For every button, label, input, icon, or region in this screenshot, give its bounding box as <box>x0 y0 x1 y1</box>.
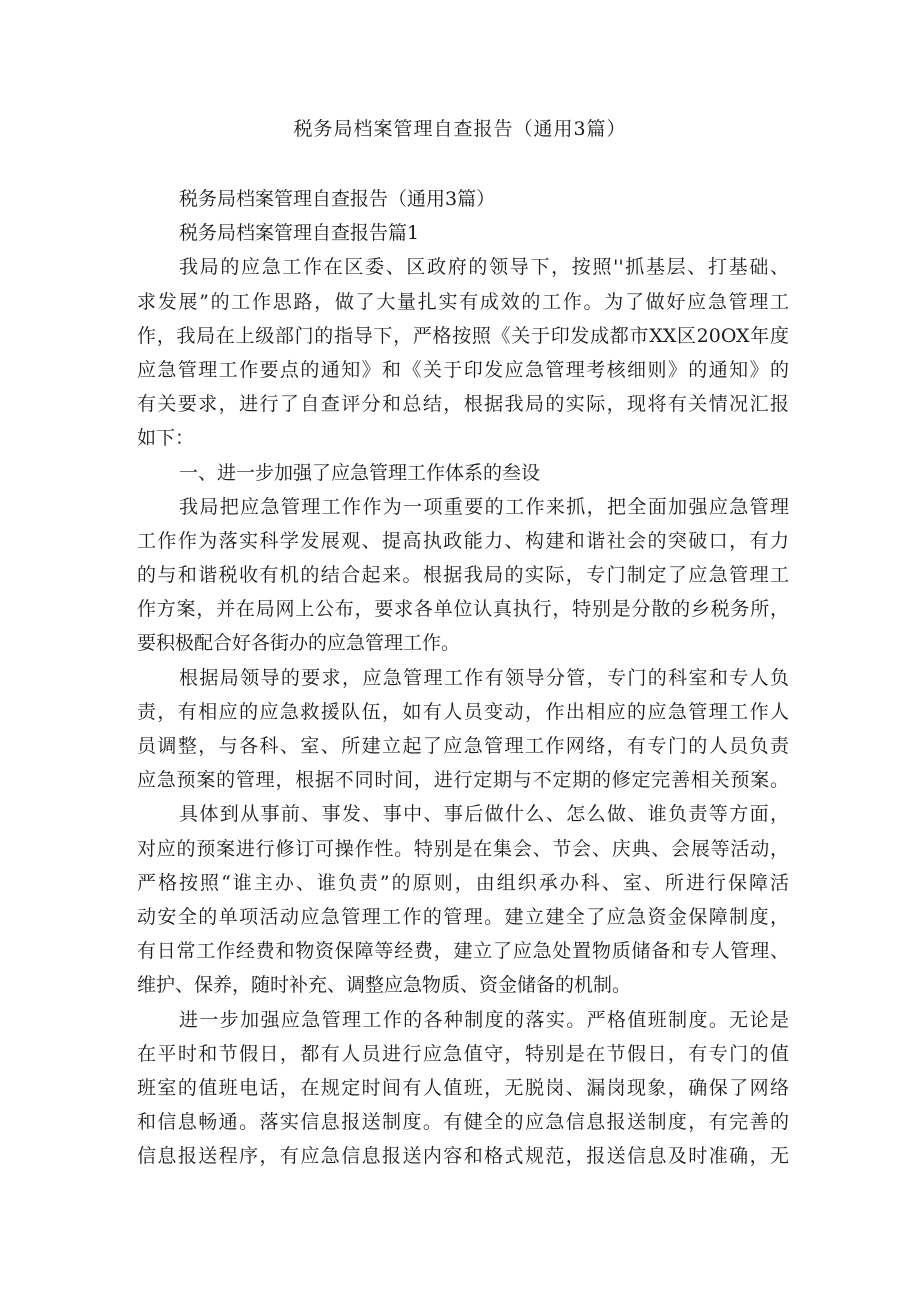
text-line: 维护、保养，随时补充、调整应急物质、资金储备的机制。 <box>137 974 632 997</box>
text-line: 信息报送程序，有应急信息报送内容和格式规范，报送信息及时准确，无 <box>137 1145 789 1168</box>
text-line: 具体到从事前、事发、事中、事后做什么、怎么做、谁负责等方面， <box>179 803 789 826</box>
text-line: 税务局档案管理自查报告篇1 <box>179 222 420 245</box>
text-line: 根据局领导的要求，应急管理工作有领导分管，专门的科室和专人负 <box>179 666 789 689</box>
text-line: 要积极配合好各街办的应急管理工作。 <box>137 632 461 655</box>
text-line: 税务局档案管理自查报告（通用3篇） <box>179 188 496 210</box>
text-line: 有关要求，进行了自查评分和总结，根据我局的实际，现将有关情况汇报 <box>137 393 789 416</box>
text-line: 应急预案的管理，根据不同时间，进行定期与不定期的修定完善相关预案。 <box>137 769 789 792</box>
text-line: 在平时和节假日，都有人员进行应急值守，特别是在节假日，有专门的值 <box>137 1042 789 1065</box>
text-line: 的与和谐税收有机的结合起来。根据我局的实际，专门制定了应急管理工 <box>137 564 789 587</box>
text-line: 对应的预案进行修订可操作性。特别是在集会、节会、庆典、会展等活动， <box>137 837 789 860</box>
text-line: 班室的值班电话，在规定时间有人值班，无脱岗、漏岗现象，确保了网络 <box>137 1076 789 1099</box>
text-line: 应急管理工作要点的通知》和《关于印发应急管理考核细则》的通知》的 <box>137 358 789 381</box>
text-line: 工作作为落实科学发展观、提高执政能力、构建和谐社会的突破口，有力 <box>137 529 789 552</box>
text-line: 有日常工作经费和物资保障等经费，建立了应急处置物质储备和专人管理、 <box>137 940 789 963</box>
text-line: 责，有相应的应急救援队伍，如有人员变动，作出相应的应急管理工作人 <box>137 700 789 723</box>
text-line: 如下： <box>137 427 195 450</box>
text-line: 一、进一步加强了应急管理工作体系的叁设 <box>179 461 541 484</box>
text-line: 求发展”的工作思路，做了大量扎实有成效的工作。为了做好应急管理工 <box>137 290 789 313</box>
text-line: 进一步加强应急管理工作的各种制度的落实。严格值班制度。无论是 <box>179 1008 789 1031</box>
text-line: 我局的应急工作在区委、区政府的领导下，按照''抓基层、打基础、 <box>179 256 789 279</box>
text-line: 作方案，并在局网上公布，要求各单位认真执行，特别是分散的乡税务所， <box>137 598 789 621</box>
text-line: 动安全的单项活动应急管理工作的管理。建立建全了应急资金保障制度， <box>137 905 789 928</box>
text-line: 员调整，与各科、室、所建立起了应急管理工作网络，有专门的人员负责 <box>137 735 789 757</box>
document-title: 税务局档案管理自查报告（通用3篇） <box>293 118 627 140</box>
text-line: 和信息畅通。落实信息报送制度。有健全的应急信息报送制度，有完善的 <box>137 1111 789 1134</box>
text-line: 严格按照“谁主办、谁负责”的原则，由组织承办科、室、所进行保障活 <box>137 871 789 894</box>
text-line: 作，我局在上级部门的指导下，严格按照《关于印发成都市XX区20OX年度 <box>137 324 789 347</box>
text-line: 我局把应急管理工作作为一项重要的工作来抓，把全面加强应急管理 <box>179 495 789 518</box>
document-body <box>137 182 789 1173</box>
